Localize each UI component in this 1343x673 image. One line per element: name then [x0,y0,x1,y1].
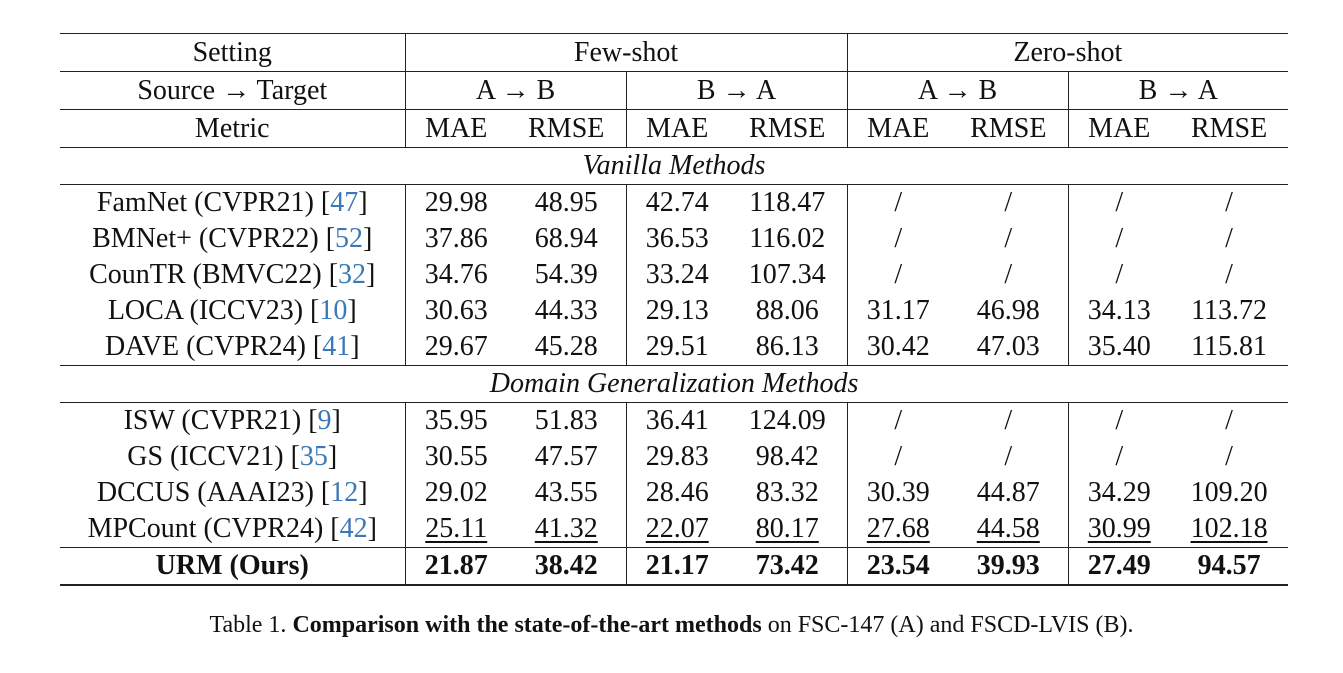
header-mae: MAE [626,110,728,148]
metric-value [847,293,949,329]
metric-value-text: 45.28 [534,331,598,362]
metric-value [728,475,847,511]
metric-value [626,548,728,586]
method-label: MPCount (CVPR24) [ [87,513,340,544]
metric-value-text: 30.99 [1087,513,1151,544]
metric-value-text: 29.02 [424,477,488,508]
metric-value [626,475,728,511]
metric-value [847,257,949,293]
header-zero-shot-a-to-b: A → B [847,72,1068,110]
metric-value [405,329,507,366]
header-row-setting [60,34,1288,72]
metric-value-text: / [1225,223,1233,254]
metric-value [949,257,1068,293]
citation-link[interactable]: 35 [299,441,328,472]
method-name [60,511,405,548]
header-mae: MAE [1068,110,1170,148]
method-name [60,185,405,222]
header-few-shot: Few-shot [405,34,847,72]
metric-value [949,185,1068,222]
header-source-target: Source → Target [60,72,405,110]
metric-value-text: 102.18 [1190,513,1268,544]
metric-value [405,185,507,222]
metric-value [728,439,847,475]
metric-value-text: 35.40 [1087,331,1151,362]
header-rmse: RMSE [949,110,1068,148]
header-zero-shot: Zero-shot [847,34,1288,72]
citation-link[interactable]: 41 [322,331,351,362]
metric-value-text: / [1004,223,1013,254]
header-rmse: RMSE [507,110,626,148]
metric-value [405,511,507,548]
metric-value-text: 30.42 [866,331,930,362]
metric-value-text: 43.55 [534,477,598,508]
metric-value-text: / [1004,441,1013,472]
metric-value [1068,329,1170,366]
table-caption [0,610,1343,640]
metric-value-text: 34.13 [1087,295,1151,326]
metric-value-text: 94.57 [1197,550,1261,581]
method-label: BMNet+ (CVPR22) [ [92,223,336,254]
metric-value [405,475,507,511]
metric-value [405,439,507,475]
metric-value-text: 86.13 [755,331,819,362]
method-label: DCCUS (AAAI23) [ [96,477,331,508]
method-name [60,403,405,440]
metric-value-text: 68.94 [534,223,598,254]
metric-value-text: 27.49 [1087,550,1151,581]
citation-close: ] [366,259,376,290]
metric-value [949,293,1068,329]
citation-link[interactable]: 12 [330,477,359,508]
metric-value [507,329,626,366]
metric-value [847,548,949,586]
metric-value-text: 34.76 [424,259,488,290]
table-row [60,293,1288,329]
metric-value-text: 30.55 [424,441,488,472]
metric-value [847,185,949,222]
metric-value [728,185,847,222]
metric-value [949,403,1068,440]
metric-value [507,548,626,586]
caption-bold: Comparison with the state-of-the-art methods [292,612,762,638]
header-setting: Setting [60,34,405,72]
metric-value [1170,548,1288,586]
method-name [60,293,405,329]
metric-value-text: 41.32 [534,513,598,544]
metric-value [949,475,1068,511]
metric-value-text: 44.58 [976,513,1040,544]
metric-value-text: 21.17 [645,550,709,581]
metric-value [728,511,847,548]
metric-value [1170,475,1288,511]
metric-value [1170,221,1288,257]
metric-value-text: 27.68 [866,513,930,544]
metric-value [1170,293,1288,329]
citation-close: ] [327,441,338,472]
header-row-metric [60,110,1288,148]
metric-value [507,257,626,293]
metric-value-text: 33.24 [645,259,709,290]
header-metric: Metric [60,110,405,148]
metric-value [1068,511,1170,548]
metric-value [507,439,626,475]
table-row [60,511,1288,548]
table-row [60,185,1288,222]
metric-value-text: 34.29 [1087,477,1151,508]
metric-value-text: 46.98 [976,295,1040,326]
metric-value [626,439,728,475]
metric-value [728,293,847,329]
metric-value [949,548,1068,586]
metric-value [728,221,847,257]
metric-value [626,257,728,293]
metric-value [1170,185,1288,222]
metric-value-text: 39.93 [976,550,1040,581]
metric-value [1170,403,1288,440]
table-row [60,475,1288,511]
table-row [60,439,1288,475]
caption-label: Table 1. [209,612,287,638]
citation-close: ] [358,477,368,508]
metric-value [1068,403,1170,440]
metric-value-text: 115.81 [1191,331,1268,362]
ours-row [60,548,1288,586]
metric-value-text: 109.20 [1190,477,1268,508]
metric-value [507,293,626,329]
metric-value-text: 88.06 [755,295,819,326]
section-title: Vanilla Methods [60,148,1288,185]
metric-value-text: / [1115,405,1124,436]
metric-value [507,221,626,257]
method-name [60,329,405,366]
metric-value-text: 30.39 [866,477,930,508]
metric-value-text: 22.07 [645,513,709,544]
metric-value [728,257,847,293]
method-label: DAVE (CVPR24) [ [104,331,323,362]
citation-link[interactable]: 47 [330,187,359,218]
metric-value [847,221,949,257]
metric-value [405,403,507,440]
metric-value-text: 47.57 [534,441,598,472]
metric-value-text: 30.63 [424,295,488,326]
metric-value-text: 28.46 [645,477,709,508]
metric-value-text: / [894,259,903,290]
header-rmse: RMSE [728,110,847,148]
table-row [60,221,1288,257]
method-name [60,257,405,293]
metric-value [847,439,949,475]
metric-value-text: / [1225,405,1233,436]
metric-value [1068,548,1170,586]
citation-link[interactable]: 10 [319,295,348,326]
metric-value [847,329,949,366]
section-header-row [60,148,1288,185]
header-few-shot-a-to-b: A → B [405,72,626,110]
metric-value [1170,257,1288,293]
metric-value-text: 118.47 [749,187,826,218]
metric-value-text: / [1004,259,1013,290]
metric-value-text: 29.51 [645,331,709,362]
metric-value [626,221,728,257]
metric-value-text: 29.98 [424,187,488,218]
metric-value [507,475,626,511]
metric-value-text: 124.09 [748,405,826,436]
metric-value [405,548,507,586]
metric-value-text: 38.42 [534,550,598,581]
header-row-source-target [60,72,1288,110]
metric-value [405,221,507,257]
metric-value-text: 54.39 [534,259,598,290]
metric-value-text: / [1115,441,1124,472]
citation-close: ] [350,331,360,362]
metric-value-text: 51.83 [534,405,598,436]
metric-value-text: / [894,441,903,472]
metric-value [1068,475,1170,511]
metric-value-text: / [1225,441,1233,472]
metric-value [626,185,728,222]
metric-value [949,511,1068,548]
metric-value-text: / [894,223,903,254]
metric-value-text: 44.33 [534,295,598,326]
header-mae: MAE [847,110,949,148]
method-name [60,221,405,257]
method-label: FamNet (CVPR21) [ [96,187,331,218]
metric-value-text: / [894,187,903,218]
metric-value-text: / [1115,259,1124,290]
method-label: ISW (CVPR21) [ [123,405,318,436]
header-few-shot-b-to-a: B → A [626,72,847,110]
section-title: Domain Generalization Methods [60,366,1288,403]
metric-value [728,403,847,440]
citation-close: ] [347,295,357,326]
metric-value-text: / [1225,187,1233,218]
citation-close: ] [358,187,368,218]
metric-value-text: 31.17 [866,295,930,326]
metric-value-text: / [1115,223,1124,254]
metric-value [847,511,949,548]
metric-value-text: 23.54 [866,550,930,581]
citation-link[interactable]: 32 [338,259,367,290]
metric-value-text: 107.34 [748,259,826,290]
metric-value [1068,257,1170,293]
metric-value-text: 29.83 [645,441,709,472]
method-label: LOCA (ICCV23) [ [107,295,320,326]
method-label: GS (ICCV21) [ [127,441,300,472]
citation-close: ] [367,513,377,544]
metric-value-text: 80.17 [755,513,819,544]
metric-value-text: 44.87 [976,477,1040,508]
method-name [60,548,405,586]
metric-value-text: 21.87 [424,550,488,581]
metric-value [728,548,847,586]
metric-value [626,293,728,329]
metric-value-text: / [1004,405,1013,436]
metric-value [847,403,949,440]
metric-value-text: 73.42 [755,550,819,581]
citation-close: ] [331,405,341,436]
comparison-table [60,33,1288,586]
metric-value [949,439,1068,475]
metric-value [1170,329,1288,366]
caption-rest: on FSC-147 (A) and FSCD-LVIS (B). [761,612,1134,638]
table-row [60,257,1288,293]
metric-value-text: / [894,405,903,436]
metric-value [507,403,626,440]
table-row [60,329,1288,366]
metric-value-text: 83.32 [755,477,819,508]
metric-value [626,329,728,366]
metric-value [1068,439,1170,475]
metric-value [1068,185,1170,222]
metric-value-text: 36.53 [645,223,709,254]
metric-value [405,257,507,293]
metric-value [847,475,949,511]
metric-value-text: / [1115,187,1124,218]
metric-value [507,511,626,548]
metric-value [626,511,728,548]
metric-value-text: 29.67 [424,331,488,362]
method-label: CounTR (BMVC22) [ [89,259,339,290]
metric-value [507,185,626,222]
metric-value-text: 47.03 [976,331,1040,362]
method-name [60,439,405,475]
header-rmse: RMSE [1170,110,1288,148]
section-header-row [60,366,1288,403]
method-label: URM (Ours) [155,550,309,581]
metric-value-text: 116.02 [749,223,826,254]
citation-link[interactable]: 42 [339,513,368,544]
metric-value-text: 36.41 [645,405,709,436]
metric-value [728,329,847,366]
header-mae: MAE [405,110,507,148]
metric-value [949,329,1068,366]
metric-value [1170,511,1288,548]
metric-value [949,221,1068,257]
header-zero-shot-b-to-a: B → A [1068,72,1288,110]
citation-link[interactable]: 9 [317,405,332,436]
citation-link[interactable]: 52 [335,223,364,254]
method-name [60,475,405,511]
metric-value-text: / [1225,259,1233,290]
metric-value-text: 29.13 [645,295,709,326]
metric-value-text: 25.11 [425,513,488,544]
metric-value [1170,439,1288,475]
table-row [60,403,1288,440]
metric-value-text: / [1004,187,1013,218]
metric-value-text: 35.95 [424,405,488,436]
metric-value-text: 42.74 [645,187,709,218]
metric-value-text: 98.42 [755,441,819,472]
metric-value-text: 113.72 [1191,295,1268,326]
metric-value [626,403,728,440]
metric-value [1068,221,1170,257]
metric-value [405,293,507,329]
metric-value-text: 37.86 [424,223,488,254]
metric-value [1068,293,1170,329]
citation-close: ] [363,223,373,254]
metric-value-text: 48.95 [534,187,598,218]
